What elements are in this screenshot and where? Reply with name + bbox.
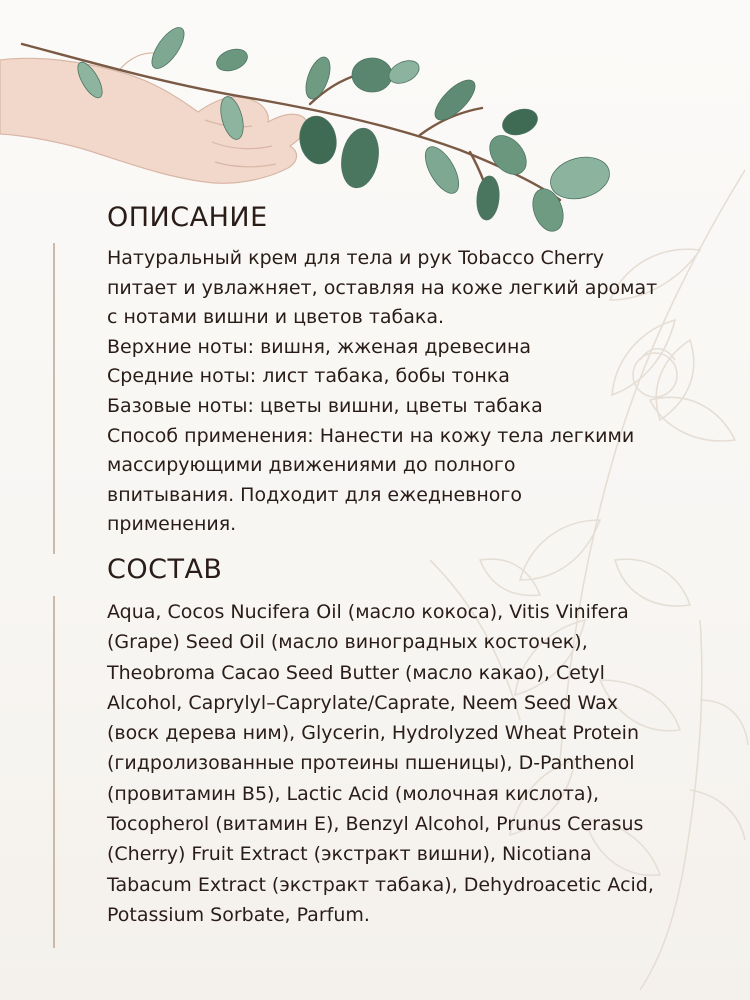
description-divider [53, 243, 55, 554]
description-line: питает и увлажняет, оставляя на коже легкий аромат [107, 276, 658, 299]
hand-illustration [0, 53, 307, 183]
description-line: с нотами вишни и цветов табака. [107, 306, 445, 329]
ingredients-text: Aqua, Cocos Nucifera Oil (масло кокоса), Vitis Vinifera (Grape) Seed Oil (масло виноградных косточек), Theobroma Cacao Seed Butter (масло какао), Cetyl Alcohol, Caprylyl–Caprylate/Caprate, Neem Seed Wax (воск дерева ним), Glycerin, Hydrolyzed Wheat Protein (гидролизованные протеины пшеницы), D-Panthenol (провитамин B5), Lactic Acid (молочная кислота), Tocopherol (витамин E), Benzyl Alcohol, Prunus Cerasus (Cherry) Fruit Extract (экстракт вишни), Nicotiana Tabacum Extract (экстракт табака), Dehydroacetic Acid, Potassium Sorbate, Parfum. [107, 601, 654, 926]
description-line: Базовые ноты: цветы вишни, цветы табака [107, 394, 543, 417]
description-line: Способ применения: Нанести на кожу тела легкими [107, 424, 635, 447]
description-text [107, 244, 717, 540]
description-line: Натуральный крем для тела и рук Tobacco Cherry [107, 247, 605, 269]
description-line: массирующими движениями до полного [107, 454, 516, 477]
description-title: ОПИСАНИЕ [107, 202, 268, 233]
description-line: Средние ноты: лист табака, бобы тонка [107, 365, 510, 388]
description-line: впитывания. Подходит для ежедневного [107, 483, 523, 506]
description-line: применения. [107, 513, 237, 536]
composition-title: СОСТАВ [107, 554, 223, 585]
description-line: Верхние ноты: вишня, жженая древесина [107, 335, 532, 358]
composition-divider [53, 596, 55, 948]
